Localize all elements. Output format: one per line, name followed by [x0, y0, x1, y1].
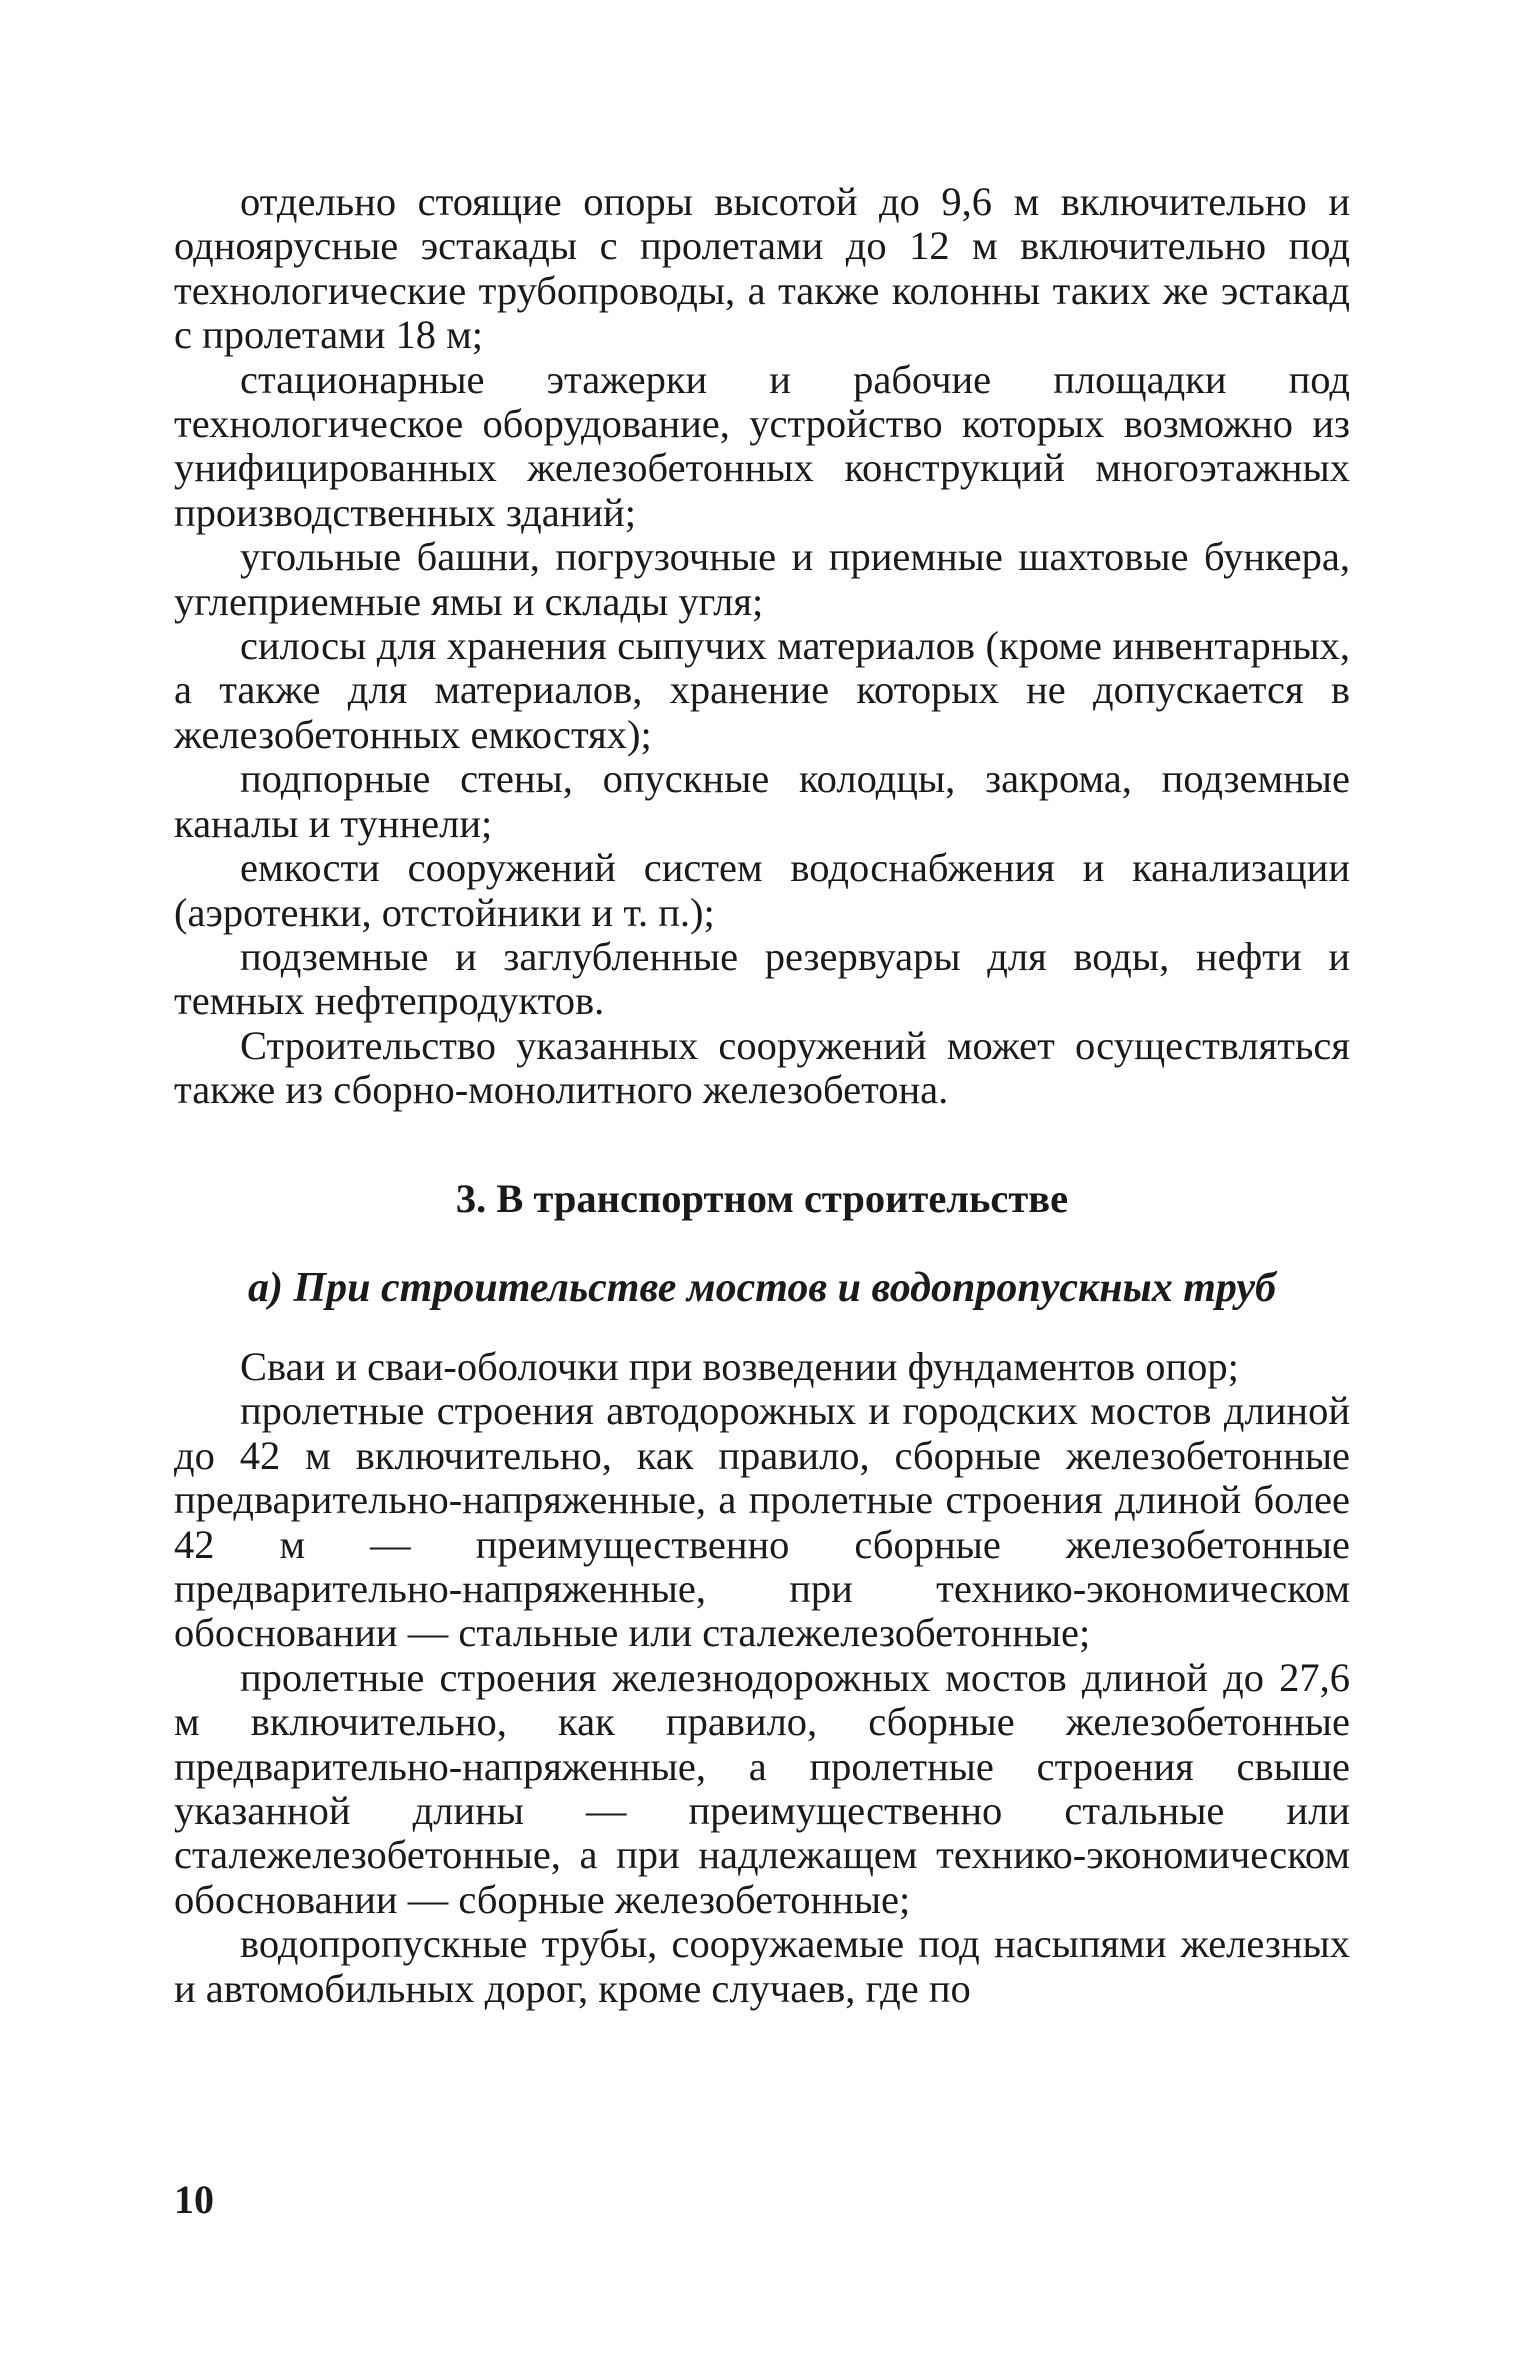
paragraph: пролетные строения железнодорожных мостов длиной до 27,6 м включительно, как правило, сборные железобетонные предварительно-напряженные, а пролетные строения свыше указанной длины — преимущественно стальные или сталежелезобетонные, а при надлежащем технико-экономическом обосновании — сборные железобетонные; [174, 1654, 1350, 1922]
subsection-title: а) При строительстве мостов и водопропускных труб [248, 1264, 1276, 1311]
paragraph: водопропускные трубы, сооружаемые под насыпями железных и автомобильных дорог, кроме случаев, где по [174, 1921, 1350, 2011]
paragraph: Строительство указанных сооружений может осуществляться также из сборно-монолитного железобетона. [174, 1022, 1350, 1113]
paragraph: угольные башни, погрузочные и приемные шахтовые бункера, углеприемные ямы и склады угля; [174, 534, 1350, 624]
paragraph: отдельно стоящие опоры высотой до 9,6 м включительно и одноярусные эстакады с пролетами до 12 м включительно под технологические трубопроводы, а также колонны таких же эстакад с пролетами 18 м; [174, 179, 1350, 358]
paragraph: Сваи и сваи-оболочки при возведении фундаментов опор; [240, 1343, 1239, 1389]
page-number: 10 [174, 2177, 214, 2222]
paragraph: силосы для хранения сыпучих материалов (кроме инвентарных, а также для материалов, хранение которых не допускается в железобетонных емкостях); [174, 623, 1350, 757]
paragraph: подпорные стены, опускные колодцы, закрома, подземные каналы и туннели; [174, 756, 1350, 846]
paragraph: подземные и заглубленные резервуары для воды, нефти и темных нефтепродуктов. [174, 933, 1350, 1024]
paragraph: емкости сооружений систем водоснабжения и канализации (аэротенки, отстойники и т. п.); [174, 845, 1350, 935]
paragraph: стационарные этажерки и рабочие площадки под технологическое оборудование, устройство которых возможно из унифицированных железобетонных конструкций многоэтажных производственных зданий; [174, 356, 1350, 535]
paragraph: пролетные строения автодорожных и городских мостов длиной до 42 м включительно, как правило, сборные железобетонные предварительно-напряженные, а пролетные строения длиной более 42 м — преимущественно сборные железобетонные предварительно-напряженные, при технико-экономическом обосновании — стальные или сталежелезобетонные; [174, 1388, 1350, 1656]
section-title: 3. В транспортном строительстве [455, 1175, 1069, 1221]
text-column [174, 180, 1350, 2011]
